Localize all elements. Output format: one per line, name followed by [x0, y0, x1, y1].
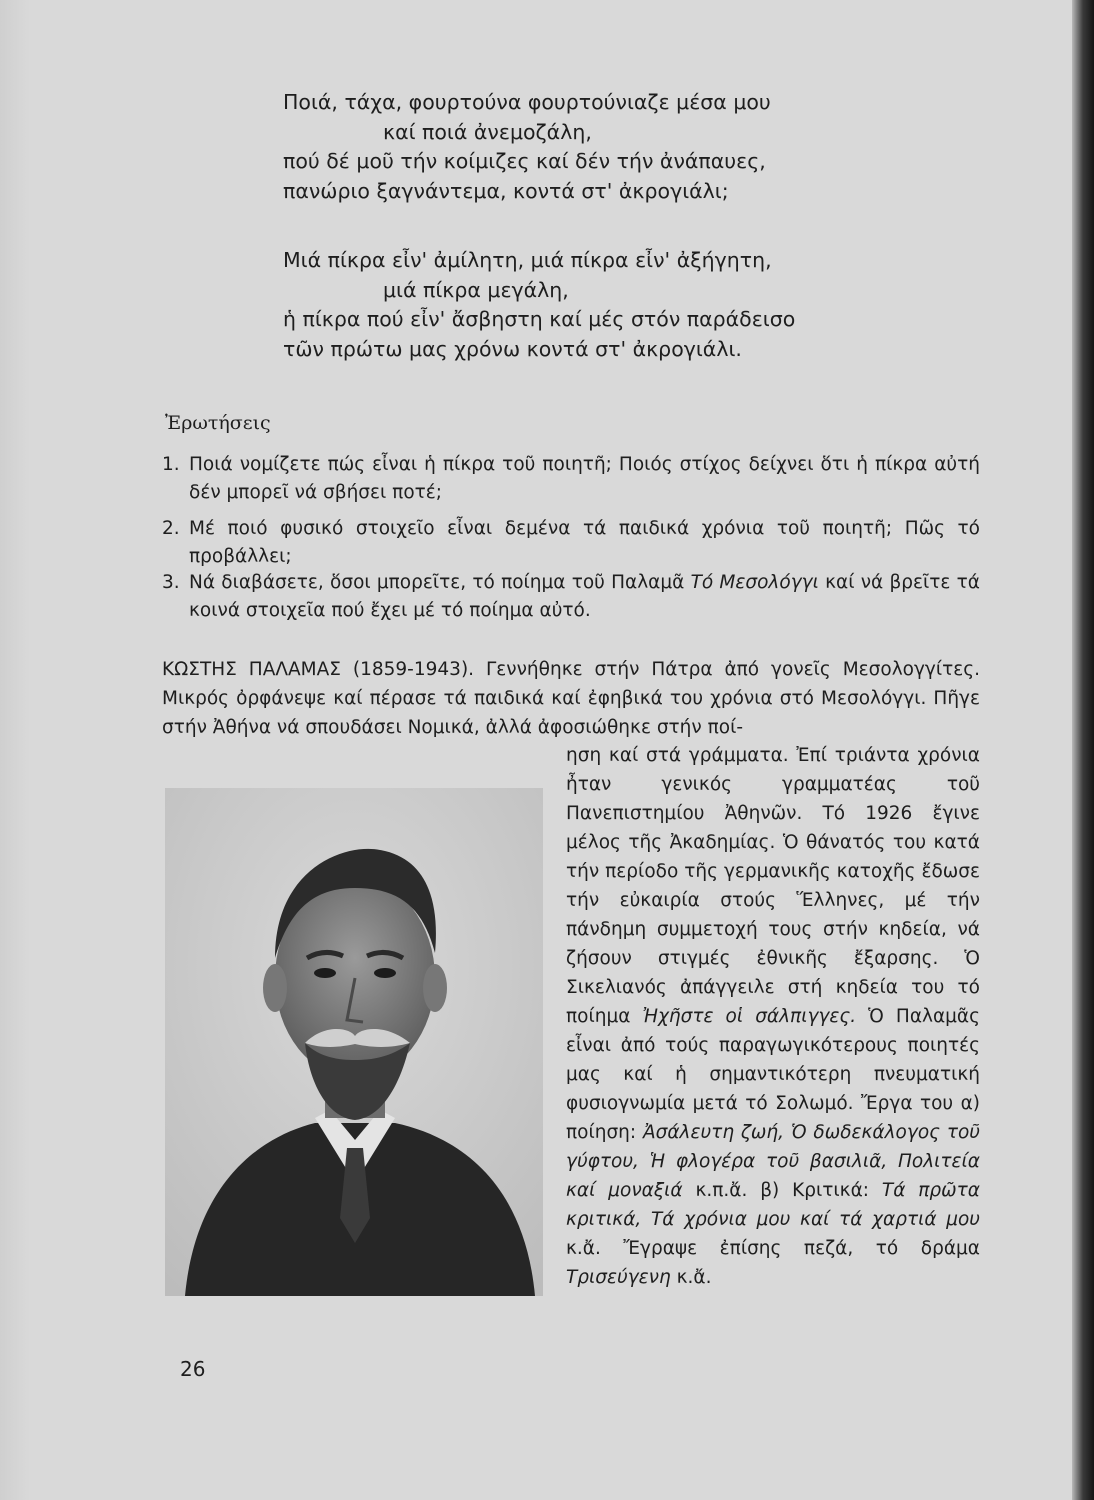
poem-line: πανώριο ξαγνάντεμα, κοντά στ' ἀκρογιάλι; — [283, 178, 729, 203]
question-item — [162, 515, 980, 571]
poem-line: Μιά πίκρα εἶν' ἀμίλητη, μιά πίκρα εἶν' ἀξήγητη, — [283, 248, 772, 272]
work-titles: Τά πρῶτα κριτικά, Τά χρόνια μου καί τά χαρτιά μου — [566, 1180, 980, 1230]
work-titles: Ἀσάλευτη ζωή, Ὁ δωδεκάλογος τοῦ γύφτου, Ἡ φλογέρα τοῦ βασιλιᾶ, Πολιτεία καί μοναξιά — [566, 1122, 980, 1201]
question-item — [162, 451, 980, 507]
poem-stanza-1 — [283, 88, 771, 206]
question-item — [162, 569, 980, 625]
page-number: 26 — [180, 1357, 206, 1381]
work-title: Ἠχῆστε οἱ σάλπιγγες. — [642, 1006, 857, 1027]
question-number: 1. — [162, 454, 180, 475]
poem-line: τῶν πρώτω μας χρόνω κοντά στ' ἀκρογιάλι. — [283, 336, 742, 361]
question-number: 2. — [162, 518, 180, 539]
biography-column: ηση καί στά γράμματα. Ἐπί τριάντα χρόνια ἦταν γενικός γραμματέας τοῦ Πανεπιστημίου Ἀθηνῶν. Τό 1926 ἔγινε μέλος τῆς Ἀκαδημίας. Ὁ θάνατός του κατά τήν περίοδο τῆς γερμανικῆς κατοχῆς ἔδωσε τήν εὐκαιρία στούς Ἕλληνες, μέ τήν πάνδημη συμμετοχή τους στήν κηδεία, νά ζήσουν στιγμές ἐθνικῆς ἔξαρσης. Ὁ Σικελιανός ἀπάγγειλε στή κηδεία του τό ποίημα Ἠχῆστε οἱ σάλπιγγες. Ὁ Παλαμᾶς εἶναι ἀπό τούς παραγωγικότερους ποιητές μας καί ἡ σημαντικότερη πνευματική φυσιογνωμία μετά τό Σολωμό. Ἔργα του α) ποίηση: Ἀσάλευτη ζωή, Ὁ δωδεκάλογος τοῦ γύφτου, Ἡ φλογέρα τοῦ βασιλιᾶ, Πολιτεία καί μοναξιά κ.π.ἄ. β) Κριτικά: Τά πρῶτα κριτικά, Τά χρόνια μου καί τά χαρτιά μου κ.ἄ. Ἔγραψε ἐπίσης πεζά, τό δράμα Τρισεύγενη κ.ἄ. — [566, 745, 980, 1288]
question-text: Νά διαβάσετε, ὅσοι μπορεῖτε, τό ποίημα τοῦ Παλαμᾶ Τό Μεσολόγγι καί νά βρεῖτε τά κοινά στοιχεῖα πού ἔχει μέ τό ποίημα αὐτό. — [189, 572, 980, 621]
poem-line: πού δέ μοῦ τήν κοίμιζες καί δέν τήν ἀνάπαυες, — [283, 149, 766, 173]
poem-line: μιά πίκρα μεγάλη, — [383, 277, 569, 302]
biography-intro: ΚΩΣΤΗΣ ΠΑΛΑΜΑΣ (1859-1943). Γεννήθηκε στήν Πάτρα ἀπό γονεῖς Μεσολογγίτες. Μικρός ὀρφάνεψε καί πέρασε τά παιδικά καί ἐφηβικά του χρόνια στό Μεσολόγγι. Πῆγε στήν Ἀθήνα νά σπουδάσει Νομικά, ἀλλά ἀφοσιώθηκε στήν ποί- — [162, 659, 980, 738]
work-title: Τρισεύγενη — [566, 1267, 671, 1288]
portrait-photo — [165, 788, 543, 1296]
poem-line: Ποιά, τάχα, φουρτούνα φουρτούνιαζε μέσα μου — [283, 90, 771, 114]
poem-title: Τό Μεσολόγγι — [690, 572, 819, 593]
question-text: Μέ ποιό φυσικό στοιχεῖο εἶναι δεμένα τά παιδικά χρόνια τοῦ ποιητῆ; Πῶς τό προβάλλει; — [189, 518, 980, 567]
page-shadow-left — [0, 0, 30, 1500]
question-text: Ποιά νομίζετε πώς εἶναι ἡ πίκρα τοῦ ποιητῆ; Ποιός στίχος δείχνει ὅτι ἡ πίκρα αὐτή δέν μπορεῖ νά σβήσει ποτέ; — [189, 454, 980, 503]
poem-line: καί ποιά ἀνεμοζάλη, — [383, 119, 592, 144]
questions-heading: Ἐρωτήσεις — [165, 412, 271, 434]
question-number: 3. — [162, 572, 180, 593]
poem-line: ἡ πίκρα πού εἶν' ἄσβηστη καί μές στόν παράδεισο — [283, 307, 796, 331]
book-spine-edge — [1072, 0, 1094, 1500]
poem-stanza-2 — [283, 246, 795, 364]
